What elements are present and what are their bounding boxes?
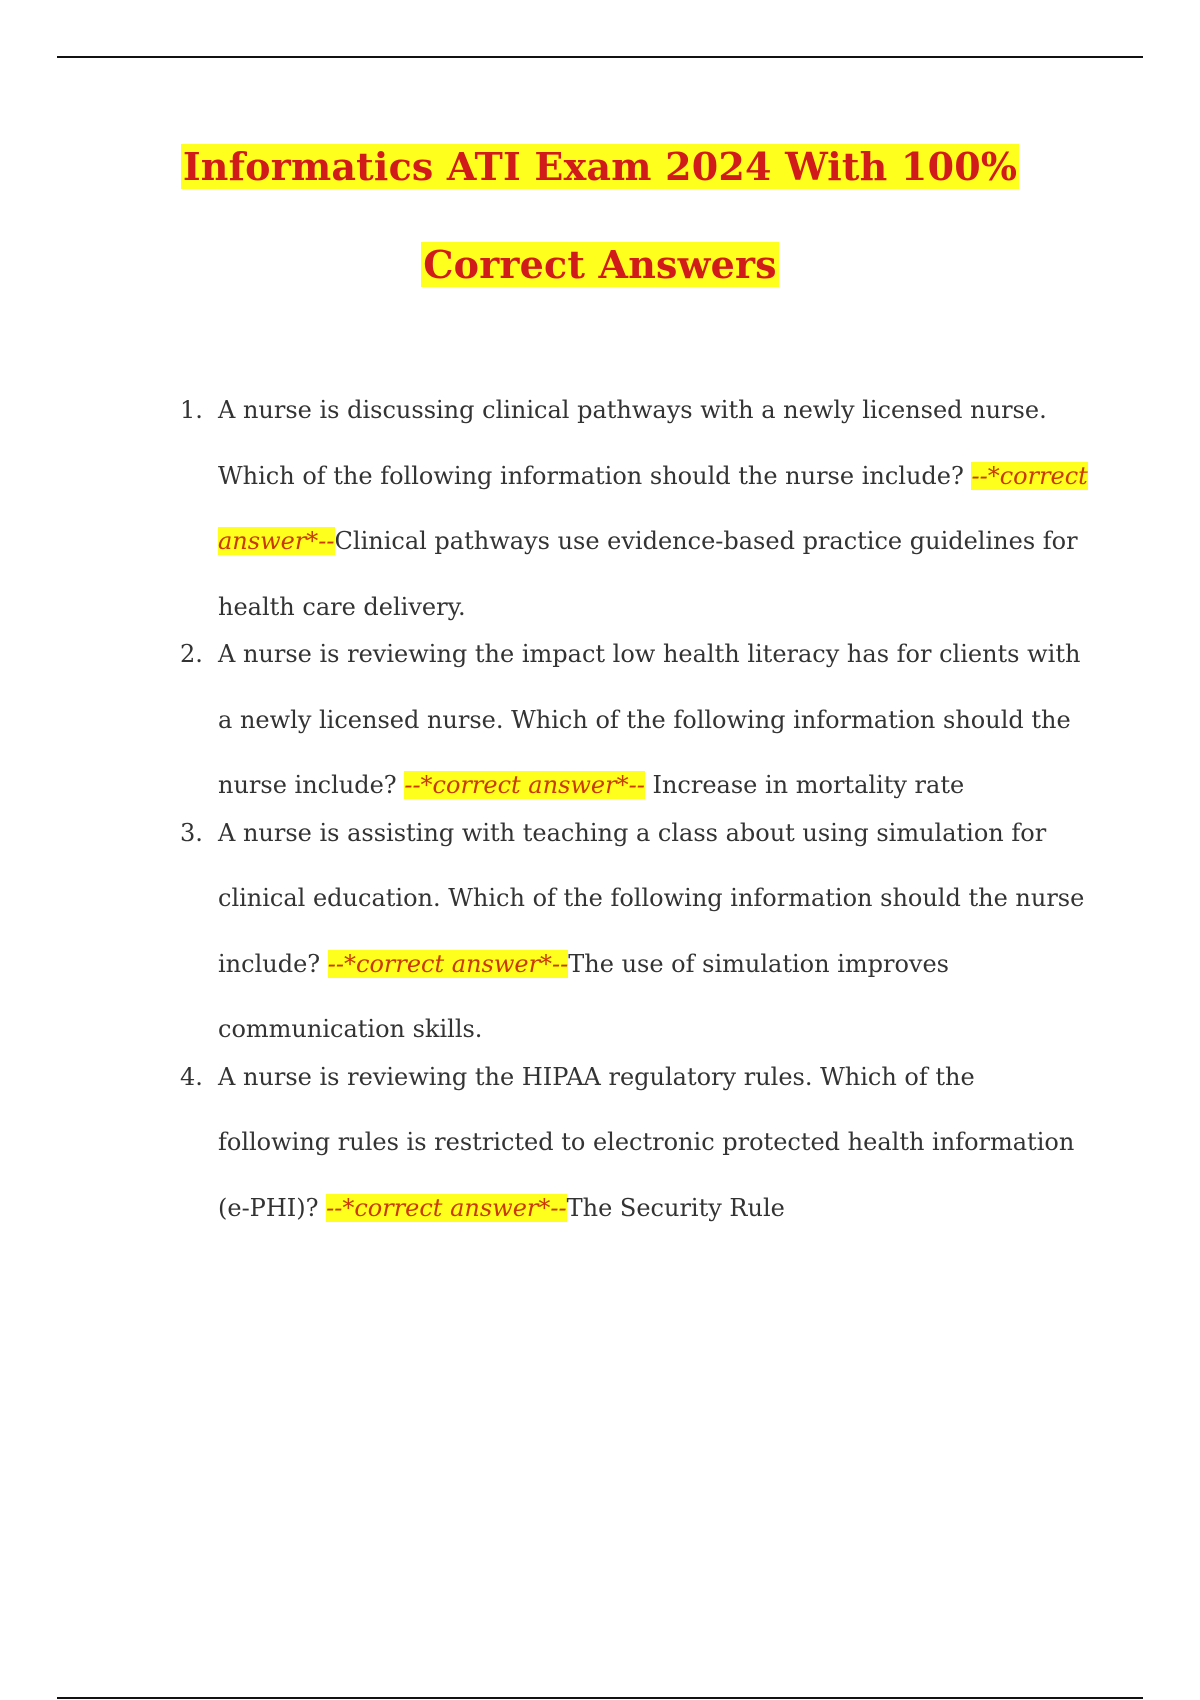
top-divider — [57, 56, 1143, 58]
correct-answer-marker: --*correct answer*-- — [404, 771, 645, 799]
bottom-divider — [57, 1697, 1143, 1699]
question-text: A nurse is reviewing the impact low health literacy has for clients with a newly licensed nurse. Which of the following information should the nurse include? — [218, 640, 1081, 799]
question-text: A nurse is reviewing the HIPAA regulatory rules. Which of the following rules is restricted to electronic protected health information (e-PHI)? — [218, 1062, 1075, 1222]
correct-answer-marker: --*correct answer*-- — [218, 461, 1088, 555]
question-item — [0, 1045, 1088, 1242]
question-item — [0, 378, 1088, 640]
question-number: 4. — [180, 1062, 203, 1091]
question-text: A nurse is discussing clinical pathways with a newly licensed nurse. Which of the following information should the nurse include? — [218, 396, 1047, 490]
correct-answer-marker: --*correct answer*-- — [327, 949, 569, 978]
question-number: 3. — [180, 818, 203, 847]
question-item — [0, 801, 1088, 1063]
answer-text: The use of simulation improves communication skills. — [218, 949, 949, 1043]
page-title-line-2: Correct Answers — [423, 242, 777, 287]
page-title-line-1: Informatics ATI Exam 2024 With 100% — [182, 144, 1018, 189]
question-number: 1. — [180, 396, 203, 424]
correct-answer-marker: --*correct answer*-- — [326, 1193, 567, 1222]
question-text: A nurse is assisting with teaching a class about using simulation for clinical education. Which of the following information should the nurse include? — [218, 818, 1085, 978]
question-item — [0, 622, 1088, 819]
question-list — [0, 396, 1200, 1241]
answer-text: The Security Rule — [566, 1193, 785, 1222]
question-number: 2. — [180, 640, 203, 668]
answer-text: Clinical pathways use evidence-based practice guidelines for health care delivery. — [218, 527, 1078, 621]
answer-text: Increase in mortality rate — [652, 771, 965, 799]
